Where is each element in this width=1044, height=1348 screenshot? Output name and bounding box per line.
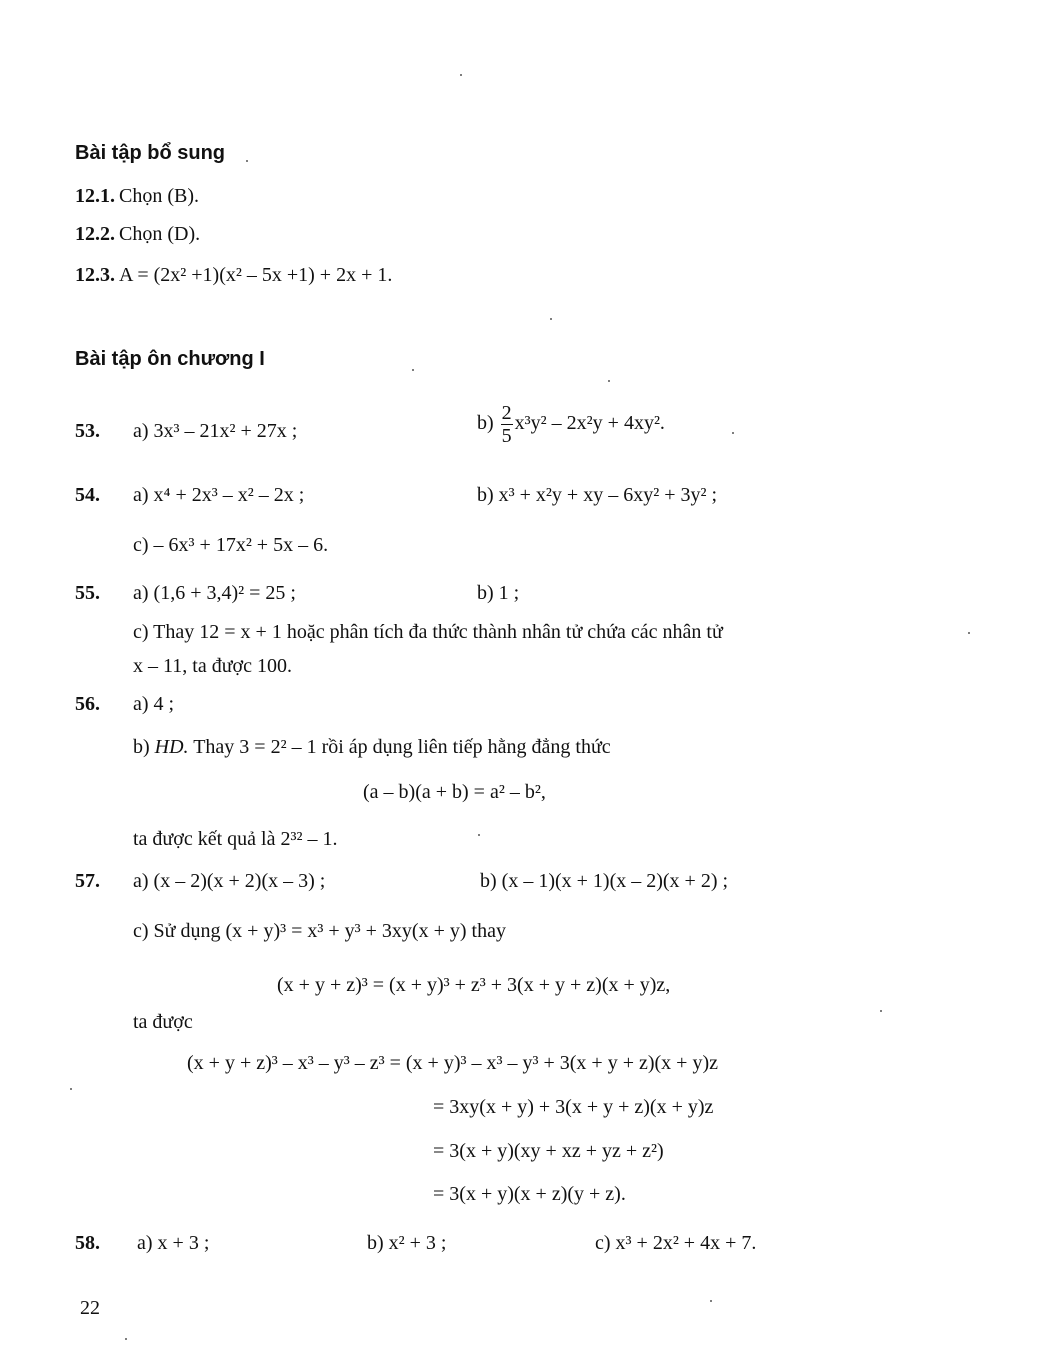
answer-b: b) x² + 3 ; xyxy=(367,1232,447,1254)
item-number: 12.1. xyxy=(75,185,115,207)
exercise-number: 58. xyxy=(75,1232,100,1254)
answer-b-label: b) xyxy=(133,736,150,758)
answer-a: a) (1,6 + 3,4)² = 25 ; xyxy=(133,582,296,604)
answer-b xyxy=(477,402,665,447)
hint-text: Thay 3 = 2² – 1 rồi áp dụng liên tiếp hằng đẳng thức xyxy=(193,736,611,758)
exercise-number: 53. xyxy=(75,420,100,442)
scan-speck xyxy=(70,1088,72,1090)
scan-speck xyxy=(246,160,248,162)
exercise-number: 57. xyxy=(75,870,100,892)
answer-c: c) Thay 12 = x + 1 hoặc phân tích đa thức thành nhân tử chứa các nhân tử xyxy=(133,621,723,643)
supplementary-item xyxy=(75,185,199,208)
answer-b xyxy=(133,736,611,759)
item-text: A = (2x² +1)(x² – 5x +1) + 2x + 1. xyxy=(119,264,393,286)
fraction xyxy=(501,402,513,447)
scan-speck xyxy=(412,369,414,371)
scan-speck xyxy=(125,1338,127,1340)
identity-formula: (a – b)(a + b) = a² – b², xyxy=(363,781,546,803)
exercise-number: 56. xyxy=(75,693,100,715)
answer-a: a) x⁴ + 2x³ – x² – 2x ; xyxy=(133,484,305,506)
supplementary-item xyxy=(75,223,200,246)
answer-c: c) – 6x³ + 17x² + 5x – 6. xyxy=(133,534,329,556)
page-number: 22 xyxy=(80,1297,100,1319)
scan-speck xyxy=(608,380,610,382)
scan-speck xyxy=(880,1010,882,1012)
item-text: Chọn (D). xyxy=(119,223,201,245)
answer-a: a) 4 ; xyxy=(133,693,175,715)
supplementary-item xyxy=(75,264,392,287)
item-text: Chọn (B). xyxy=(119,185,199,207)
supplementary-heading: Bài tập bổ sung xyxy=(75,142,225,164)
item-number: 12.2. xyxy=(75,223,115,245)
result-text: ta được kết quả là 2³² – 1. xyxy=(133,828,338,850)
answer-a: a) (x – 2)(x + 2)(x – 3) ; xyxy=(133,870,326,892)
exercise-number: 54. xyxy=(75,484,100,506)
transition-text: ta được xyxy=(133,1011,193,1033)
scan-speck xyxy=(478,834,480,836)
answer-c-continued: x – 11, ta được 100. xyxy=(133,655,292,677)
scan-speck xyxy=(968,632,970,634)
answer-a: a) x + 3 ; xyxy=(137,1232,210,1254)
derivation-step: (x + y + z)³ – x³ – y³ – z³ = (x + y)³ – x³ – y³ + 3(x + y + z)(x + y)z xyxy=(187,1052,718,1074)
expansion-formula: (x + y + z)³ = (x + y)³ + z³ + 3(x + y + z)(x + y)z, xyxy=(277,974,671,996)
fraction-denominator: 5 xyxy=(501,425,512,447)
scan-speck xyxy=(710,1300,712,1302)
derivation-step: = 3xy(x + y) + 3(x + y + z)(x + y)z xyxy=(433,1096,714,1118)
answer-a: a) 3x³ – 21x² + 27x ; xyxy=(133,420,298,442)
exercise-number: 55. xyxy=(75,582,100,604)
derivation-step: = 3(x + y)(xy + xz + yz + z²) xyxy=(433,1140,664,1162)
answer-b-expression: x³y² – 2x²y + 4xy². xyxy=(514,412,665,435)
item-number: 12.3. xyxy=(75,264,115,286)
answer-b: b) 1 ; xyxy=(477,582,520,604)
answer-c: c) x³ + 2x² + 4x + 7. xyxy=(595,1232,757,1254)
fraction-numerator: 2 xyxy=(501,402,512,424)
scan-speck xyxy=(550,318,552,320)
answer-b-label: b) xyxy=(477,412,494,435)
hint-label: HD. xyxy=(154,736,189,758)
scan-speck xyxy=(732,432,734,434)
answer-b: b) x³ + x²y + xy – 6xy² + 3y² ; xyxy=(477,484,718,506)
review-heading: Bài tập ôn chương I xyxy=(75,348,265,370)
derivation-step: = 3(x + y)(x + z)(y + z). xyxy=(433,1183,626,1205)
answer-c: c) Sử dụng (x + y)³ = x³ + y³ + 3xy(x + y) thay xyxy=(133,920,506,942)
answer-b: b) (x – 1)(x + 1)(x – 2)(x + 2) ; xyxy=(480,870,729,892)
scan-speck xyxy=(460,74,462,76)
